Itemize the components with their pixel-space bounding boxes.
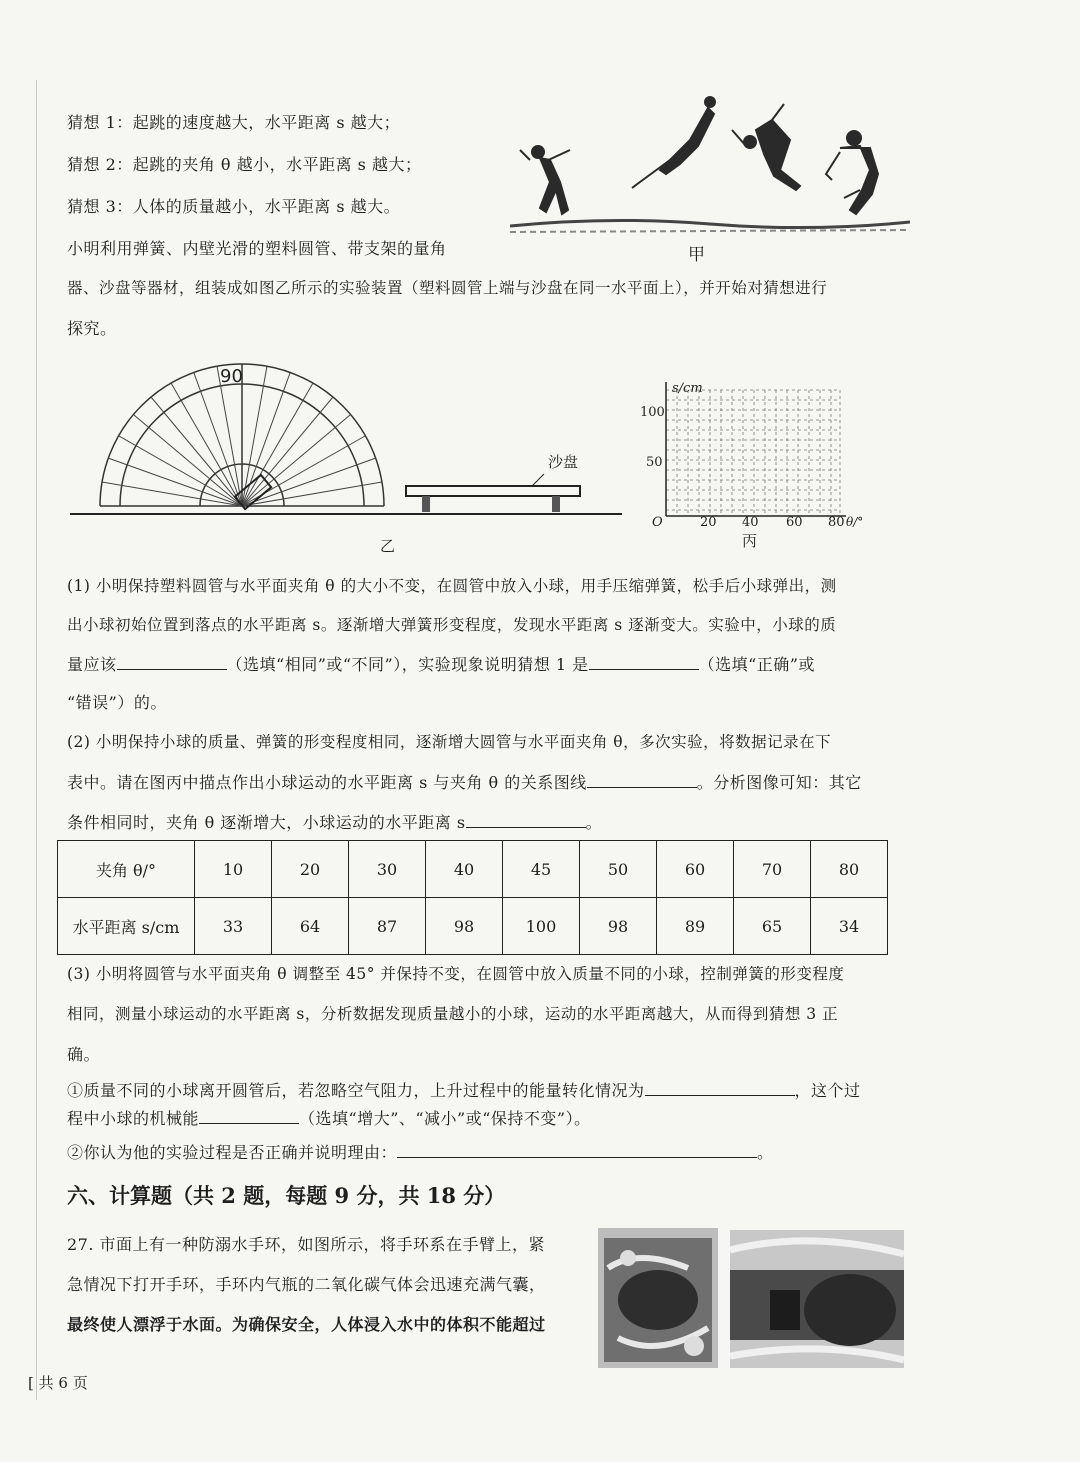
data-table [57, 840, 888, 955]
q1-line-4: “错误”）的。 [67, 693, 167, 712]
q2-line-2b: 。分析图像可知：其它 [696, 773, 862, 792]
table-cell: 10 [195, 841, 272, 898]
q3-blank-energy[interactable] [645, 1081, 795, 1096]
page-footer: [ 共 6 页 [28, 1374, 88, 1392]
graph-x-tick-40: 40 [742, 515, 759, 530]
table-cell: 87 [349, 898, 426, 955]
table-cell: 70 [734, 841, 811, 898]
q1-blank-mass[interactable] [117, 655, 227, 670]
graph-x-axis-label: θ/° [846, 515, 864, 529]
q2-line-1: (2) 小明保持小球的质量、弹簧的形变程度相同，逐渐增大圆管与水平面夹角 θ，多次实验，将数据记录在下 [67, 733, 832, 751]
graph-y-tick-100: 100 [640, 405, 665, 420]
left-margin-line [36, 80, 37, 1400]
q27-line-3: 最终使人漂浮于水面。为确保安全，人体浸入水中的体积不能超过 [67, 1315, 546, 1334]
q2-line-3a: 条件相同时，夹角 θ 逐渐增大，小球运动的水平距离 s [67, 813, 466, 832]
q3-sub-1 [67, 1078, 861, 1101]
graph-y-tick-50: 50 [646, 455, 663, 470]
q2-blank-trend[interactable] [466, 813, 586, 828]
table-cell: 20 [272, 841, 349, 898]
table-cell: 34 [811, 898, 888, 955]
q1-line-3 [67, 652, 815, 675]
table-cell: 40 [426, 841, 503, 898]
q3-blank-mechanical-energy[interactable] [199, 1109, 299, 1124]
graph-x-tick-80: 80 [828, 515, 845, 530]
intro-line-1: 小明利用弹簧、内壁光滑的塑料圆管、带支架的量角 [67, 239, 447, 258]
figure-bing-label: 丙 [742, 532, 758, 550]
hypothesis-1: 猜想 1：起跳的速度越大，水平距离 s 越大； [67, 113, 401, 132]
q2-line-2a: 表中。请在图丙中描点作出小球运动的水平距离 s 与夹角 θ 的关系图线 [67, 773, 587, 792]
hypothesis-3: 猜想 3：人体的质量越小，水平距离 s 越大。 [67, 197, 401, 216]
q2-blank-graph[interactable] [587, 773, 697, 788]
table-cell: 89 [657, 898, 734, 955]
table-cell: 33 [195, 898, 272, 955]
table-cell: 65 [734, 898, 811, 955]
figure-jia-long-jump [510, 90, 910, 270]
q27-line-1: 27. 市面上有一种防溺水手环，如图所示，将手环系在手臂上，紧 [67, 1235, 546, 1254]
q3-sub-1b: ，这个过 [794, 1081, 861, 1100]
q3-sub-1d: （选填“增大”、“减小”或“保持不变”）。 [299, 1109, 591, 1128]
q3-blank-reason[interactable] [397, 1143, 757, 1158]
table-header-angle: 夹角 θ/° [58, 841, 195, 898]
q3-line-3: 确。 [67, 1045, 101, 1064]
q3-line-2: 相同，测量小球运动的水平距离 s，分析数据发现质量越小的小球，运动的水平距离越大，从而得到猜想 3 正 [67, 1005, 839, 1023]
graph-y-axis-label: s/cm [672, 381, 703, 396]
q1-blank-hypothesis[interactable] [589, 655, 699, 670]
graph-x-tick-20: 20 [700, 515, 717, 530]
q1-line-3b: （选填“相同”或“不同”），实验现象说明猜想 1 是 [226, 655, 589, 674]
q1-line-3a: 量应该 [67, 655, 117, 674]
graph-origin-label: O [652, 515, 663, 530]
q3-sub-2a: ②你认为他的实验过程是否正确并说明理由： [67, 1143, 398, 1162]
table-row-angle [58, 841, 888, 898]
q27-line-2: 急情况下打开手环，手环内气瓶的二氧化碳气体会迅速充满气囊， [67, 1275, 546, 1294]
q2-line-2 [67, 770, 862, 793]
q3-sub-1c: 程中小球的机械能 [67, 1109, 200, 1128]
intro-line-3: 探究。 [67, 319, 117, 338]
table-header-distance: 水平距离 s/cm [58, 898, 195, 955]
section-six-heading: 六、计算题（共 2 题，每题 9 分，共 18 分） [67, 1183, 506, 1208]
protractor-90-label: 90 [220, 366, 243, 387]
q3-sub-2 [67, 1140, 774, 1163]
q3-line-1: (3) 小明将圆管与水平面夹角 θ 调整至 45° 并保持不变，在圆管中放入质量不同的小球，控制弹簧的形变程度 [67, 965, 845, 983]
table-cell: 98 [580, 898, 657, 955]
q2-line-3b: 。 [585, 813, 603, 832]
sandpan-label: 沙盘 [548, 453, 579, 471]
table-cell: 30 [349, 841, 426, 898]
table-cell: 45 [503, 841, 580, 898]
figure-yi-apparatus [70, 356, 630, 526]
table-cell: 50 [580, 841, 657, 898]
bracelet-photo-1 [598, 1228, 718, 1368]
table-cell: 100 [503, 898, 580, 955]
figure-bing-graph [640, 378, 880, 548]
table-cell: 64 [272, 898, 349, 955]
table-cell: 98 [426, 898, 503, 955]
figure-yi-label: 乙 [380, 537, 396, 555]
q1-line-3c: （选填“正确”或 [698, 655, 815, 674]
graph-x-tick-60: 60 [786, 515, 803, 530]
q3-sub-1a: ①质量不同的小球离开圆管后，若忽略空气阻力，上升过程中的能量转化情况为 [67, 1081, 645, 1100]
hypothesis-2: 猜想 2：起跳的夹角 θ 越小，水平距离 s 越大； [67, 155, 422, 174]
intro-line-2: 器、沙盘等器材，组装成如图乙所示的实验装置（塑料圆管上端与沙盘在同一水平面上），并开始对猜想进行 [67, 279, 828, 297]
q2-line-3 [67, 810, 602, 833]
bracelet-photo-2 [730, 1230, 904, 1368]
q3-sub-2b: 。 [757, 1143, 774, 1162]
q1-line-2: 出小球初始位置到落点的水平距离 s。逐渐增大弹簧形变程度，发现水平距离 s 逐渐变大。实验中，小球的质 [67, 616, 837, 634]
table-row-distance [58, 898, 888, 955]
table-cell: 60 [657, 841, 734, 898]
q1-line-1: (1) 小明保持塑料圆管与水平面夹角 θ 的大小不变，在圆管中放入小球，用手压缩弹簧，松手后小球弹出，测 [67, 577, 837, 595]
figure-jia-label: 甲 [688, 245, 705, 265]
q3-sub-1-cont [67, 1106, 591, 1129]
table-cell: 80 [811, 841, 888, 898]
